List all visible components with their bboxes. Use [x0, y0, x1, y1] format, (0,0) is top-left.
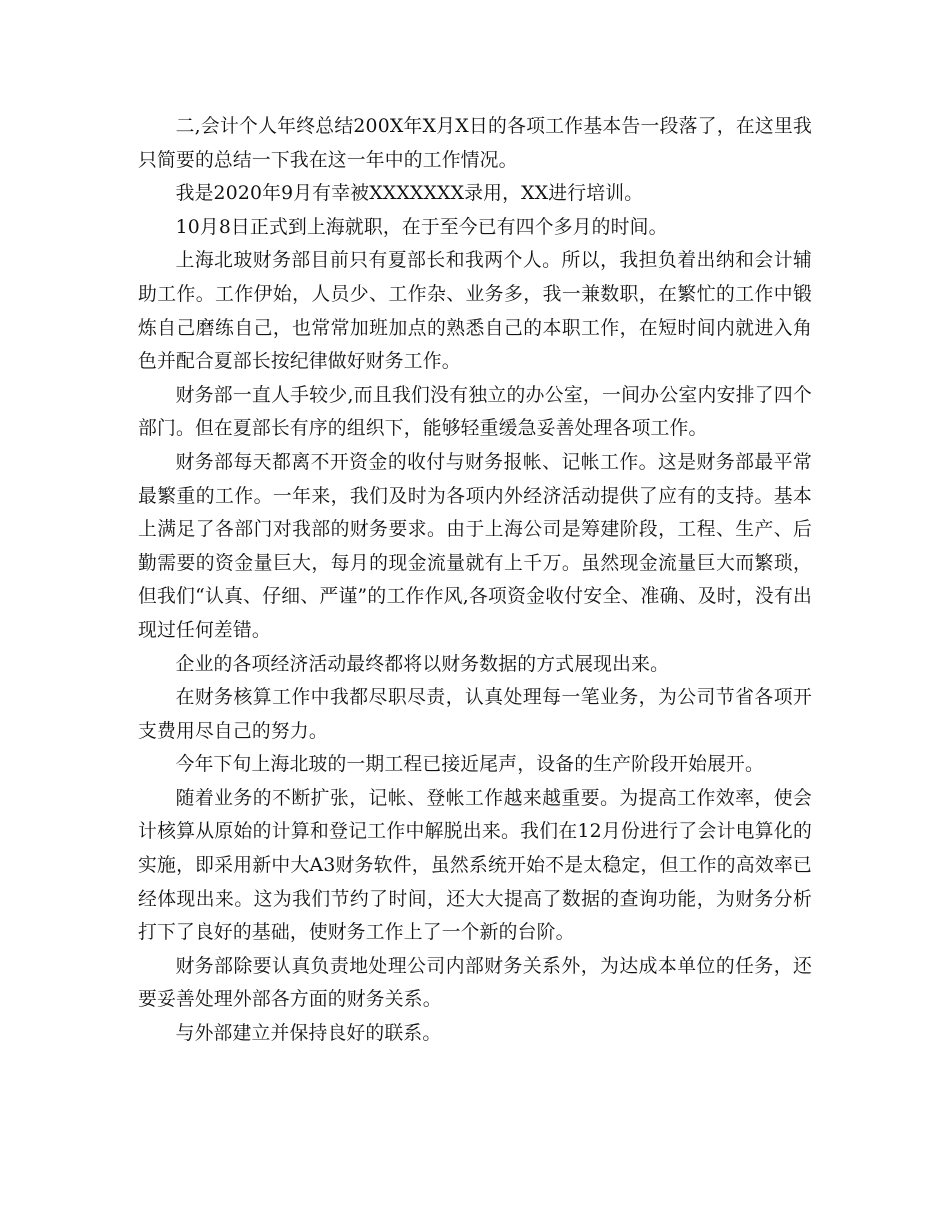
paragraph-accounting: 在财务核算工作中我都尽职尽责，认真处理每一笔业务，为公司节省各项开支费用尽自己的努力。: [138, 687, 812, 742]
paragraph-external-relations: 财务部除要认真负责地处理公司内部财务关系外，为达成本单位的任务，还要妥善处理外部各方面的财务关系。: [138, 955, 812, 1011]
paragraph-hiring: 我是2020年9月有幸被XXXXXXX录用，XX进行培训。: [175, 183, 644, 205]
paragraph-computerization: 随着业务的不断扩张，记帐、登帐工作越来越重要。为提高工作效率，使会计核算从原始的计算和登记工作中解脱出来。我们在12月份进行了会计电算化的实施，即采用新中大A3财务软件，虽然系统开始不是太稳定，但工作的高效率已经体现出来。这为我们节约了时间，还大大提高了数据的查询功能，为财务分析打下了良好的基础，使财务工作上了一个新的台阶。: [138, 787, 812, 944]
paragraph-department-staff: 上海北玻财务部目前只有夏部长和我两个人。所以，我担负着出纳和会计辅助工作。工作伊始，人员少、工作杂、业务多，我一兼数职，在繁忙的工作中锻炼自己磨练自己，也常常加班加点的熟悉自己的本职工作，在短时间内就进入角色并配合夏部长按纪律做好财务工作。: [138, 250, 812, 373]
paragraph-daily-work: 财务部每天都离不开资金的收付与财务报帐、记帐工作。这是财务部最平常最繁重的工作。一年来，我们及时为各项内外经济活动提供了应有的支持。基本上满足了各部门对我部的财务要求。由于上海公司是筹建阶段，工程、生产、后勤需要的资金量巨大，每月的现金流量就有上千万。虽然现金流量巨大而繁琐，但我们“认真、仔细、严谨”的工作作风,各项资金收付安全、准确、及时，没有出现过任何差错。: [138, 451, 812, 641]
paragraph-financial-data: 企业的各项经济活动最终都将以财务数据的方式展现出来。: [175, 653, 670, 675]
paragraph-project-phase: 今年下旬上海北玻的一期工程已接近尾声，设备的生产阶段开始展开。: [175, 754, 765, 776]
paragraph-intro: 二,会计个人年终总结200X年X月X日的各项工作基本告一段落了，在这里我只简要的总结一下我在这一年中的工作情况。: [138, 116, 812, 171]
paragraph-contact: 与外部建立并保持良好的联系。: [175, 1023, 442, 1045]
paragraph-start-date: 10月8日正式到上海就职，在于至今已有四个多月的时间。: [175, 216, 668, 238]
paragraph-office: 财务部一直人手较少,而且我们没有独立的办公室，一间办公室内安排了四个部门。但在夏部长有序的组织下，能够轻重缓急妥善处理各项工作。: [138, 384, 812, 440]
